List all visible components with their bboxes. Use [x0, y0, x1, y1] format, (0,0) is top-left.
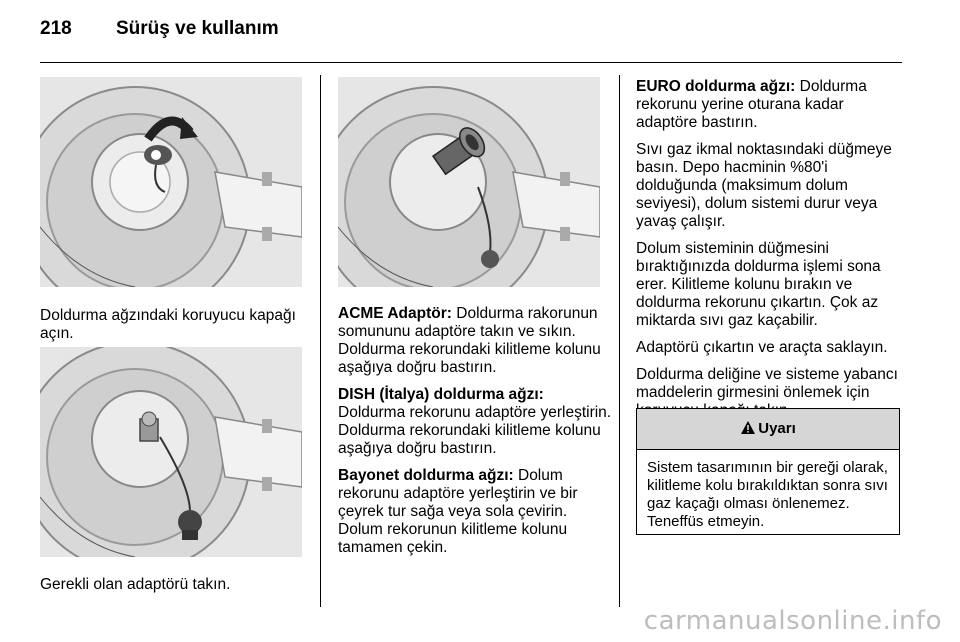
- warning-title: Uyarı: [758, 420, 796, 437]
- bayonet-label: Bayonet doldurma ağzı:: [338, 467, 514, 484]
- figure-filling-nozzle: [338, 77, 600, 287]
- watermark-text: carmanualsonline.info: [643, 606, 942, 636]
- press-button-paragraph: Sıvı gaz ikmal noktasındaki düğmeye basın. Depo hacminin %80'i dolduğunda (maksimum dolum seviyesi), dolum sistemi durur veya yavaş çalışır.: [636, 141, 892, 230]
- warning-triangle-icon: [740, 411, 756, 451]
- header-rule: [40, 62, 902, 63]
- column-3: [636, 78, 908, 429]
- caption-open-cap: Doldurma ağzındaki koruyucu kapağı açın.: [40, 307, 296, 342]
- figure-open-cap: [40, 77, 302, 287]
- acme-paragraph: [338, 305, 614, 377]
- refit-cap-paragraph: Doldurma deliğine ve sisteme yabancı maddelerin girmesini önlemek için: [636, 366, 898, 401]
- column-1-lower: [40, 576, 312, 603]
- dish-text: Doldurma rekorunu adaptöre yerleştirin. Doldurma rekorundaki kilitleme kolunu aşağıya doğru bastırın.: [338, 404, 612, 457]
- euro-label: EURO doldurma ağzı:: [636, 78, 796, 95]
- column-1: [40, 307, 312, 352]
- dish-label: DISH (İtalya) doldurma ağzı:: [338, 386, 544, 403]
- warning-header: [637, 409, 899, 450]
- bayonet-text: Dolum rekorunu adaptöre yerleştirin ve bir çeyrek tur sağa veya sola çevirin. Dolum rekorunun kilitleme kolunu tamamen çekin.: [338, 467, 578, 556]
- caption-fit-adaptor: Gerekli olan adaptörü takın.: [40, 576, 231, 593]
- warning-body: Sistem tasarımının bir gereği olarak, kilitleme kolu bırakıldıktan sonra sıvı gaz kaçağı olması önlenemez. Teneffüs etmeyin.: [647, 459, 888, 530]
- page-header: [40, 18, 279, 40]
- column-divider-left: [320, 75, 321, 607]
- remove-adaptor-paragraph: Adaptörü çıkartın ve araçta saklayın.: [636, 339, 888, 356]
- column-divider-right: [619, 75, 620, 607]
- bayonet-paragraph: [338, 467, 614, 557]
- release-paragraph: Dolum sisteminin düğmesini bıraktığınızda doldurma işlemi sona erer. Kilitleme kolunu bırakın ve doldurma rekorunu çıkartın. Çok az miktarda sıvı gaz kaçabilir.: [636, 240, 881, 329]
- column-2: [338, 305, 614, 566]
- warning-box: [636, 408, 900, 535]
- euro-text: Doldurma rekorunu yerine oturana kadar adaptöre bastırın.: [636, 78, 867, 131]
- acme-label: ACME Adaptör:: [338, 305, 452, 322]
- page-title: Sürüş ve kullanım: [116, 18, 279, 39]
- page-number: 218: [40, 18, 72, 39]
- dish-paragraph: [338, 386, 614, 458]
- acme-text: Doldurma rakorunun somununu adaptöre takın ve sıkın. Doldurma rekorundaki kilitleme kolunu aşağıya doğru bastırın.: [338, 305, 601, 376]
- figure-adaptor-fitted: [40, 347, 302, 557]
- euro-paragraph: [636, 78, 908, 132]
